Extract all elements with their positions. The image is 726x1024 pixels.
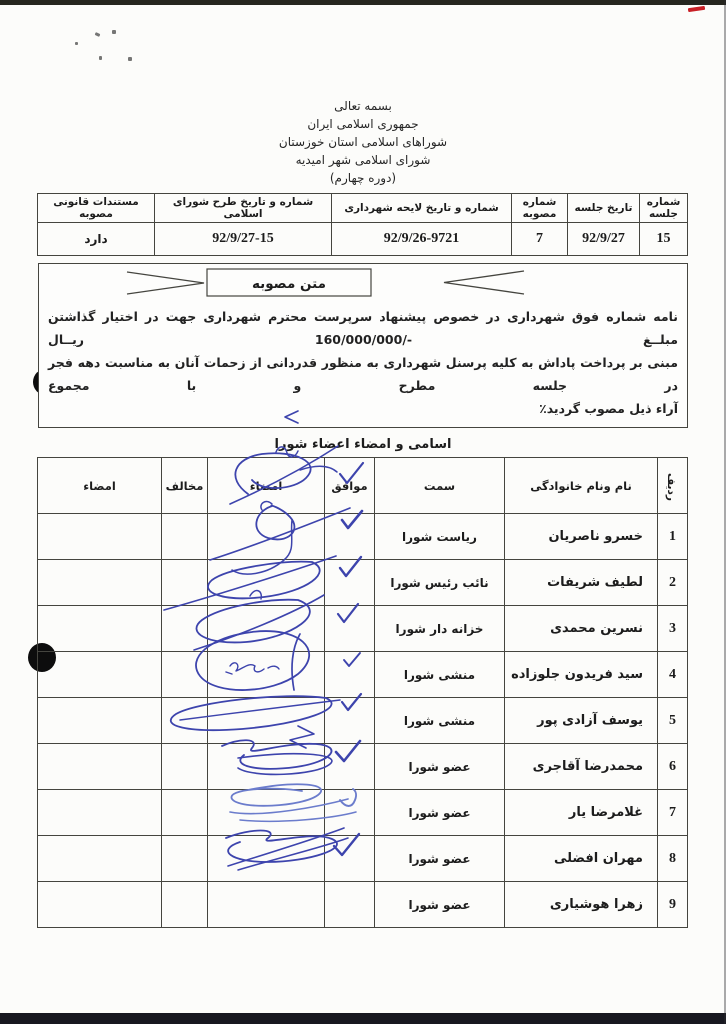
info-header-municipality-bill: شماره و تاریخ لایحه شهرداری [332,194,512,223]
resolution-line-1: نامه شماره فوق شهرداری در خصوص پیشنهاد سرپرست محترم شهرداری جهت در اختیار گذاشتن مبلــغ -/160/000/000 ریــال [48,309,679,347]
member-role: عضو شورا [375,790,505,836]
member-number: 6 [658,744,688,790]
agree-cell [325,560,375,606]
opposed-cell [162,514,208,560]
opposed-cell [162,606,208,652]
members-table [37,457,688,928]
banner-title: متن مصوبه [251,276,327,292]
info-value-council-plan: 92/9/27-15 [155,223,332,256]
letterhead-line-province-councils: شوراهای اسلامی استان خوزستان [278,135,448,149]
resolution-line-2: مبنی بر پرداخت پاداش به کلیه پرسنل شهرداری به منظور قدردانی از زحمات آنان به مناسبت دهه فجر در جلسه مطرح و با مجموع [48,355,678,393]
signature-cell [208,836,325,882]
ribbon-left-chevron [127,272,204,294]
info-header-session-date: تاریخ جلسه [568,194,640,223]
opposed-cell [162,882,208,928]
member-number: 8 [658,836,688,882]
info-table-value-row [38,223,688,256]
opposed-cell [162,698,208,744]
opposed-cell [162,744,208,790]
letterhead-line-basmala: بسمه تعالی [334,99,392,113]
letterhead-line-term: (دوره چهارم) [329,171,397,185]
member-name: نسرین محمدی [505,606,658,652]
member-row [38,698,688,744]
member-row [38,744,688,790]
member-role: خزانه دار شورا [375,606,505,652]
member-row [38,652,688,698]
signature-cell [208,606,325,652]
info-value-municipality-bill: 92/9/26-9721 [332,223,512,256]
signature-cell [208,652,325,698]
info-table-header-row [38,194,688,223]
info-header-legal-docs: مستندات قانونی مصوبه [38,194,155,223]
info-value-legal-docs: دارد [38,223,155,256]
letterhead-line-republic: جمهوری اسلامی ایران [307,117,419,131]
signature-cell [208,514,325,560]
info-header-council-plan: شماره و تاریخ طرح شورای اسلامی [155,194,332,223]
agree-cell [325,606,375,652]
info-value-session-date: 92/9/27 [568,223,640,256]
scan-artifact-bottom-band [0,1013,726,1024]
member-role: عضو شورا [375,882,505,928]
member-name: سید فریدون جلوزاده [505,652,658,698]
member-name: غلامرضا یار [505,790,658,836]
member-row [38,882,688,928]
signature-cell [208,560,325,606]
agree-cell [325,744,375,790]
agree-cell [325,652,375,698]
info-header-session-no: شماره جلسه [640,194,688,223]
ribbon-right-chevron [444,271,524,294]
signature-cell [208,744,325,790]
signature-cell [38,836,162,882]
col-header-signature-opposed: امضاء [38,458,162,514]
signature-cell [38,514,162,560]
members-header-row [38,458,688,514]
member-role: ریاست شورا [375,514,505,560]
info-value-session-no: 15 [640,223,688,256]
col-header-position: سمت [375,458,505,514]
signature-cell [38,560,162,606]
agree-cell [325,698,375,744]
signature-cell [208,698,325,744]
member-name: خسرو ناصریان [505,514,658,560]
signature-cell [208,790,325,836]
member-row [38,514,688,560]
signature-cell [38,652,162,698]
member-number: 9 [658,882,688,928]
member-role: نائب رئیس شورا [375,560,505,606]
opposed-cell [162,790,208,836]
member-number: 7 [658,790,688,836]
member-number: 2 [658,560,688,606]
agree-cell [325,514,375,560]
col-header-opposed: مخالف [162,458,208,514]
col-header-full-name: نام ونام خانوادگی [505,458,658,514]
member-number: 1 [658,514,688,560]
opposed-cell [162,652,208,698]
member-name: لطیف شریفات [505,560,658,606]
signature-cell [38,606,162,652]
signature-cell [38,744,162,790]
info-value-resolution-no: 7 [512,223,568,256]
col-header-signature-agree: امضاء [208,458,325,514]
signature-cell [208,882,325,928]
signature-cell [38,882,162,928]
member-name: یوسف آزادی پور [505,698,658,744]
resolution-text-box [38,300,688,428]
member-row [38,560,688,606]
col-header-agree: موافق [325,458,375,514]
member-name: زهرا هوشیاری [505,882,658,928]
resolution-banner [38,263,688,301]
ribbon-shape [37,268,687,298]
signature-cell [38,698,162,744]
members-section-title: اسامی و امضاء اعضاء شورا [274,437,452,452]
resolution-line-3: آراء ذیل مصوب گردید٪ [539,401,678,416]
agree-cell [325,836,375,882]
member-role: منشی شورا [375,698,505,744]
member-number: 5 [658,698,688,744]
agree-cell [325,882,375,928]
resolution-info-table [37,193,688,256]
member-number: 4 [658,652,688,698]
member-role: منشی شورا [375,652,505,698]
signature-cell [38,790,162,836]
info-header-resolution-no: شماره مصوبه [512,194,568,223]
member-name: مهران افضلی [505,836,658,882]
opposed-cell [162,836,208,882]
col-header-row-number: ردیف [658,458,688,514]
letterhead-line-city-council: شورای اسلامی شهر امیدیه [295,153,431,167]
letterhead [38,97,688,187]
member-row [38,836,688,882]
opposed-cell [162,560,208,606]
member-row [38,790,688,836]
agree-cell [325,790,375,836]
member-name: محمدرضا آقاجری [505,744,658,790]
member-number: 3 [658,606,688,652]
member-role: عضو شورا [375,744,505,790]
member-role: عضو شورا [375,836,505,882]
red-pen-mark [688,6,705,12]
member-row [38,606,688,652]
